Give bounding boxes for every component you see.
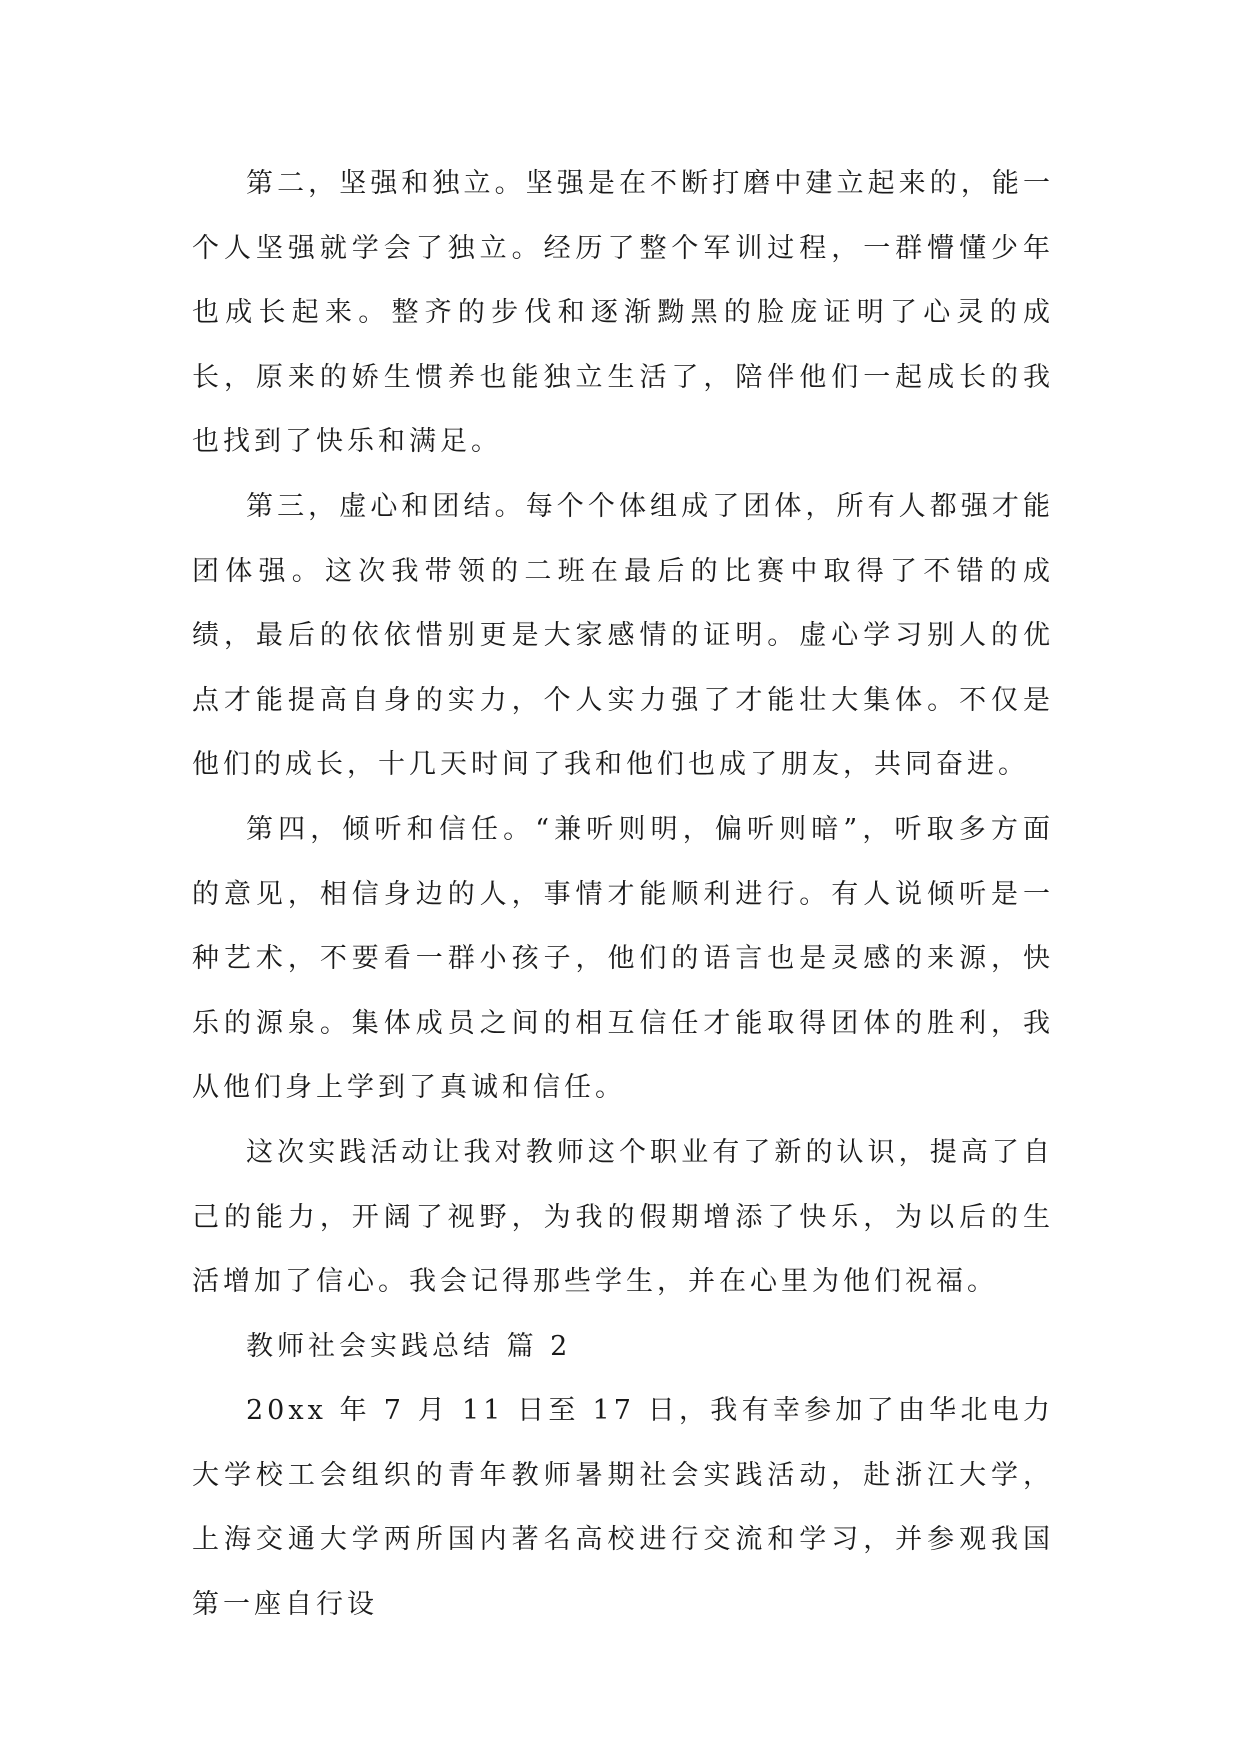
paragraph-conclusion: 这次实践活动让我对教师这个职业有了新的认识，提高了自己的能力，开阔了视野，为我的假期增添了快乐，为以后的生活增加了信心。我会记得那些学生，并在心里为他们祝福。 — [192, 1136, 1054, 1298]
paragraph-listen-trust: 第四，倾听和信任。“兼听则明，偏听则暗”，听取多方面的意见，相信身边的人，事情才能顺利进行。有人说倾听是一种艺术，不要看一群小孩子，他们的语言也是灵感的来源，快乐的源泉。集体成员之间的相互信任才能取得团体的胜利，我从他们身上学到了真诚和信任。 — [192, 813, 1054, 1104]
paragraph-section-2-intro: 20xx 年 7 月 11 日至 17 日，我有幸参加了由华北电力大学校工会组织的青年教师暑期社会实践活动，赴浙江大学，上海交通大学两所国内著名高校进行交流和学习，并参观我国第一座自行设 — [192, 1395, 1054, 1621]
section-heading: 教师社会实践总结 篇 2 — [246, 1330, 572, 1362]
document-body — [192, 152, 1054, 1638]
paragraph-strong-independent: 第二，坚强和独立。坚强是在不断打磨中建立起来的，能一个人坚强就学会了独立。经历了整个军训过程，一群懵懂少年也成长起来。整齐的步伐和逐渐黝黑的脸庞证明了心灵的成长，原来的娇生惯养也能独立生活了，陪伴他们一起成长的我也找到了快乐和满足。 — [192, 168, 1054, 458]
paragraph-humble-unity: 第三，虚心和团结。每个个体组成了团体，所有人都强才能团体强。这次我带领的二班在最后的比赛中取得了不错的成绩，最后的依依惜别更是大家感情的证明。虚心学习别人的优点才能提高自身的实力，个人实力强了才能壮大集体。不仅是他们的成长，十几天时间了我和他们也成了朋友，共同奋进。 — [192, 490, 1054, 781]
